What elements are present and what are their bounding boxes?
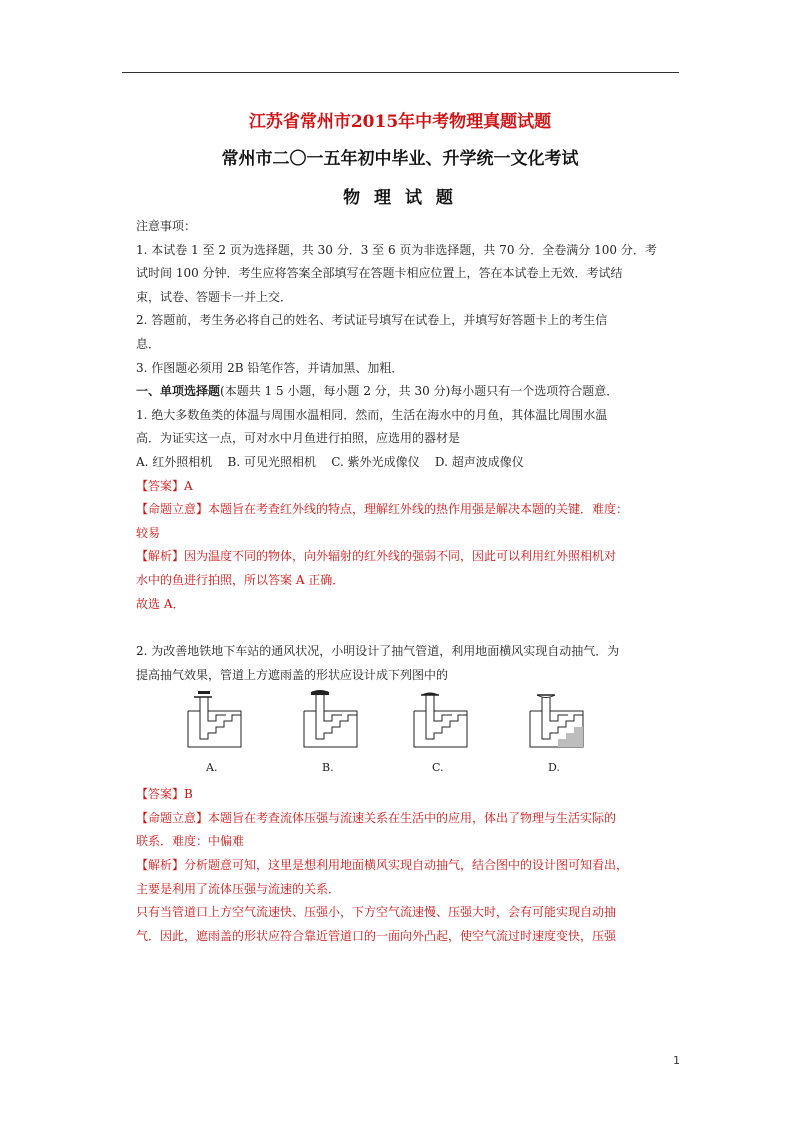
q2-line-2: 提高抽气效果，管道上方遮雨盖的形状应设计成下列图中的 bbox=[136, 667, 449, 682]
figure-d bbox=[528, 689, 588, 779]
note-1-line-2: 试时间 100 分钟．考生应将答案全部填写在答题卡相应位置上，答在本试卷上无效．考试结 bbox=[136, 266, 623, 281]
q1-line-1: 1. 绝大多数鱼类的体温与周围水温相同．然而，生活在海水中的月鱼，其体温比周围水温 bbox=[136, 407, 608, 422]
q1-analysis-line-2: 水中的鱼进行拍照，所以答案 A 正确． bbox=[136, 572, 345, 587]
figure-c-drawing bbox=[412, 689, 472, 759]
q1-analysis-line-1: 【解析】因为温度不同的物体，向外辐射的红外线的强弱不同，因此可以利用红外照相机对 bbox=[136, 549, 617, 564]
q1-conclusion: 故选 A． bbox=[136, 596, 185, 611]
figure-b-drawing bbox=[302, 689, 362, 759]
note-1-line-1: 1. 本试卷 1 至 2 页为选择题，共 30 分．3 至 6 页为非选择题，共 70 分．全卷满分 100 分．考 bbox=[136, 242, 657, 257]
q1-options: A. 红外照相机 B. 可见光照相机 C. 紫外光成像仪 D. 超声波成像仪 bbox=[136, 454, 524, 469]
figure-c bbox=[412, 689, 472, 779]
figure-c-label: C. bbox=[432, 761, 444, 775]
figure-d-drawing bbox=[528, 689, 588, 759]
q2-intent-line-2: 联系．难度：中偏难 bbox=[136, 834, 245, 849]
q2-analysis-line-1: 【解析】分析题意可知，这里是想利用地面横风实现自动抽气，结合图中的设计图可知看出， bbox=[136, 858, 629, 873]
q2-answer: 【答案】B bbox=[136, 787, 193, 802]
note-2-line-1: 2. 答题前，考生务必将自己的姓名、考试证号填写在试卷上，并填写好答题卡上的考生信 bbox=[136, 313, 608, 328]
figure-a-drawing bbox=[186, 689, 246, 759]
figure-b-label: B. bbox=[322, 761, 334, 775]
figure-a-label: A. bbox=[206, 761, 218, 775]
q2-figures bbox=[136, 687, 664, 783]
note-1-line-3: 束，试卷、答题卡一并上交． bbox=[136, 289, 293, 304]
note-3: 3. 作图题必须用 2B 铅笔作答，并请加黑、加粗． bbox=[136, 360, 404, 375]
note-2-line-2: 息． bbox=[136, 336, 161, 351]
q2-analysis-line-2: 主要是利用了流体压强与流速的关系． bbox=[136, 881, 341, 896]
q2-line-1: 2. 为改善地铁地下车站的通风状况，小明设计了抽气管道，利用地面横风实现自动抽气．为 bbox=[136, 644, 620, 659]
q2-analysis-line-4: 气．因此，遮雨盖的形状应符合靠近管道口的一面向外凸起，使空气流过时速度变快，压强 bbox=[136, 928, 617, 943]
section-1-desc: (本题共 1 5 小题，每小题 2 分，共 30 分)每小题只有一个选项符合题意． bbox=[220, 384, 619, 399]
q1-answer: 【答案】A bbox=[136, 478, 193, 493]
q1-intent-line-2: 较易 bbox=[136, 525, 161, 540]
section-1-label: 一、单项选择题 bbox=[136, 384, 221, 399]
figure-b bbox=[302, 689, 362, 779]
header-rule bbox=[122, 72, 679, 73]
q2-intent-line-1: 【命题立意】本题旨在考查流体压强与流速关系在生活中的应用，体出了物理与生活实际的 bbox=[136, 810, 617, 825]
title-sub: 物 理 试 题 bbox=[343, 188, 457, 208]
spacer bbox=[136, 616, 664, 640]
section-1-heading bbox=[136, 380, 664, 404]
title-main: 常州市二〇一五年初中毕业、升学统一文化考试 bbox=[221, 149, 579, 169]
page-number: 1 bbox=[673, 1054, 680, 1067]
q1-intent-line-1: 【命题立意】本题旨在考查红外线的特点，理解红外线的热作用强是解决本题的关键．难度： bbox=[136, 502, 629, 517]
document-body bbox=[136, 215, 664, 948]
notes-heading: 注意事项： bbox=[136, 219, 197, 233]
title-red: 江苏省常州市2015年中考物理真题试题 bbox=[248, 112, 552, 132]
q1-line-2: 高．为证实这一点，可对水中月鱼进行拍照，应选用的器材是 bbox=[136, 431, 461, 446]
figure-d-label: D. bbox=[548, 761, 560, 775]
q2-analysis-line-3: 只有当管道口上方空气流速快、压强小，下方空气流速慢、压强大时，会有可能实现自动抽 bbox=[136, 905, 617, 920]
figure-a bbox=[186, 689, 246, 779]
